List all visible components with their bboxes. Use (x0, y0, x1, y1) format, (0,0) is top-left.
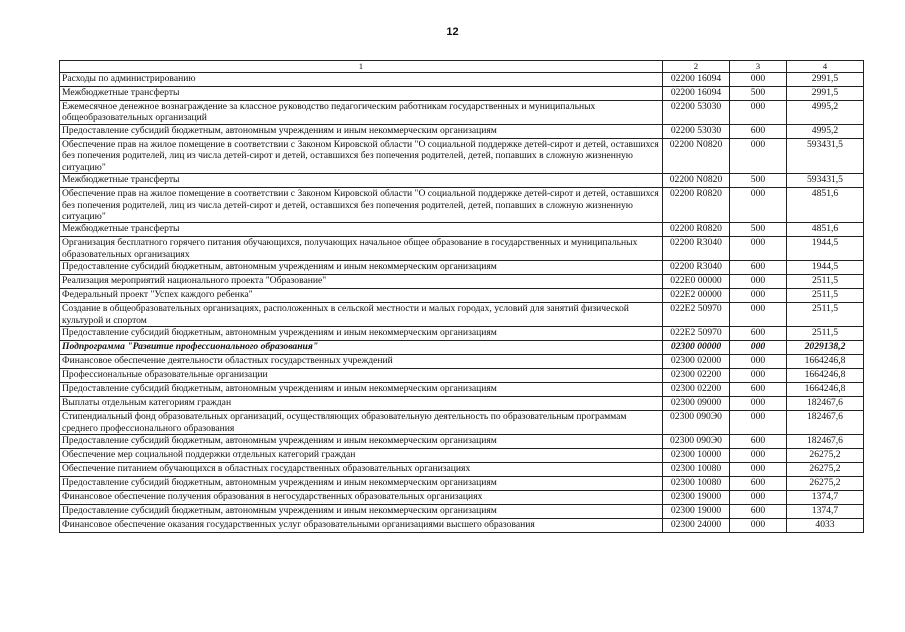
row-expense-type: 500 (730, 174, 787, 188)
table-header-row (60, 61, 864, 73)
row-expense-type: 600 (730, 383, 787, 397)
row-amount: 1664246,8 (787, 383, 864, 397)
row-code: 02300 10080 (663, 477, 730, 491)
table-row (60, 435, 864, 449)
row-code: 02300 09000 (663, 397, 730, 411)
row-amount: 593431,5 (787, 174, 864, 188)
row-code: 022E2 00000 (663, 289, 730, 303)
row-name: Предоставление субсидий бюджетным, автономным учреждениям и иным некоммерческим организациям (60, 383, 663, 397)
row-expense-type: 000 (730, 369, 787, 383)
row-amount: 1374,7 (787, 491, 864, 505)
row-expense-type: 500 (730, 223, 787, 237)
column-header-amount: 4 (787, 61, 864, 73)
row-name: Ежемесячное денежное вознаграждение за классное руководство педагогическим работникам государственных и муниципальных общеобразовательных организаций (60, 101, 663, 125)
row-amount: 1374,7 (787, 505, 864, 519)
row-expense-type: 000 (730, 188, 787, 223)
row-expense-type: 000 (730, 303, 787, 327)
row-amount: 2991,5 (787, 73, 864, 87)
row-amount: 26275,2 (787, 449, 864, 463)
table-row (60, 505, 864, 519)
row-amount: 1944,5 (787, 261, 864, 275)
table-row (60, 477, 864, 491)
row-code: 02200 16094 (663, 73, 730, 87)
row-amount: 2029138,2 (787, 341, 864, 355)
table-row (60, 449, 864, 463)
row-name: Федеральный проект "Успех каждого ребенка" (60, 289, 663, 303)
table-row (60, 519, 864, 533)
row-amount: 1664246,8 (787, 369, 864, 383)
row-name: Обеспечение прав на жилое помещение в соответствии с Законом Кировской области "О социальной поддержке детей-сирот и детей, оставшихся без попечения родителей, лиц из числа детей-сирот и детей, оставшихся без попечения родителей, детей, попавших в сложную жизненную ситуацию" (60, 139, 663, 174)
row-code: 022E0 00000 (663, 275, 730, 289)
row-name: Предоставление субсидий бюджетным, автономным учреждениям и иным некоммерческим организациям (60, 435, 663, 449)
row-code: 02300 090Э0 (663, 435, 730, 449)
table-row (60, 73, 864, 87)
table-row (60, 174, 864, 188)
budget-table (59, 60, 864, 533)
row-name: Финансовое обеспечение деятельности областных государственных учреждений (60, 355, 663, 369)
table-row (60, 411, 864, 435)
page-number: 12 (446, 26, 459, 38)
row-name: Финансовое обеспечение оказания государственных услуг образовательными организациями высшего образования (60, 519, 663, 533)
row-code: 02300 10080 (663, 463, 730, 477)
row-code: 02300 02000 (663, 355, 730, 369)
row-amount: 4033 (787, 519, 864, 533)
row-expense-type: 000 (730, 449, 787, 463)
row-code: 022E2 50970 (663, 303, 730, 327)
row-code: 02200 R0820 (663, 223, 730, 237)
row-expense-type: 000 (730, 411, 787, 435)
row-expense-type: 600 (730, 435, 787, 449)
row-name: Расходы по администрированию (60, 73, 663, 87)
row-code: 02200 N0820 (663, 174, 730, 188)
row-expense-type: 600 (730, 505, 787, 519)
row-expense-type: 600 (730, 261, 787, 275)
row-code: 02200 R0820 (663, 188, 730, 223)
row-amount: 2511,5 (787, 289, 864, 303)
row-name: Создание в общеобразовательных организациях, расположенных в сельской местности и малых городах, условий для занятий физической культурой и спортом (60, 303, 663, 327)
row-amount: 4851,6 (787, 188, 864, 223)
row-expense-type: 000 (730, 519, 787, 533)
row-expense-type: 000 (730, 139, 787, 174)
row-code: 02200 16094 (663, 87, 730, 101)
row-name: Подпрограмма "Развитие профессионального образования" (60, 341, 663, 355)
row-code: 02300 24000 (663, 519, 730, 533)
row-amount: 4851,6 (787, 223, 864, 237)
table-row (60, 491, 864, 505)
table-row (60, 261, 864, 275)
column-header-expense-type: 3 (730, 61, 787, 73)
row-amount: 2511,5 (787, 303, 864, 327)
column-header-code: 2 (663, 61, 730, 73)
row-expense-type: 000 (730, 101, 787, 125)
row-amount: 1944,5 (787, 237, 864, 261)
row-name: Стипендиальный фонд образовательных организаций, осуществляющих образовательную деятельность по образовательным программам среднего профессионального образования (60, 411, 663, 435)
row-code: 02300 00000 (663, 341, 730, 355)
row-expense-type: 600 (730, 477, 787, 491)
row-expense-type: 000 (730, 491, 787, 505)
row-code: 02300 19000 (663, 491, 730, 505)
table-row (60, 327, 864, 341)
row-expense-type: 500 (730, 87, 787, 101)
row-expense-type: 000 (730, 73, 787, 87)
table-row (60, 237, 864, 261)
table-row (60, 303, 864, 327)
row-name: Межбюджетные трансферты (60, 223, 663, 237)
row-amount: 593431,5 (787, 139, 864, 174)
row-code: 02300 10000 (663, 449, 730, 463)
row-amount: 26275,2 (787, 463, 864, 477)
row-amount: 182467,6 (787, 435, 864, 449)
row-code: 02300 02200 (663, 383, 730, 397)
row-name: Предоставление субсидий бюджетным, автономным учреждениям и иным некоммерческим организациям (60, 125, 663, 139)
row-amount: 182467,6 (787, 397, 864, 411)
row-expense-type: 000 (730, 237, 787, 261)
table-row (60, 125, 864, 139)
row-code: 02200 R3040 (663, 261, 730, 275)
table-row (60, 188, 864, 223)
row-code: 02200 53030 (663, 101, 730, 125)
row-name: Выплаты отдельным категориям граждан (60, 397, 663, 411)
row-code: 022E2 50970 (663, 327, 730, 341)
row-expense-type: 000 (730, 355, 787, 369)
row-amount: 2511,5 (787, 327, 864, 341)
row-name: Обеспечение питанием обучающихся в областных государственных образовательных организациях (60, 463, 663, 477)
row-amount: 182467,6 (787, 411, 864, 435)
table-row (60, 87, 864, 101)
table-row (60, 355, 864, 369)
row-amount: 2511,5 (787, 275, 864, 289)
row-name: Обеспечение прав на жилое помещение в соответствии с Законом Кировской области "О социальной поддержке детей-сирот и детей, оставшихся без попечения родителей, лиц из числа детей-сирот и детей, оставшихся без попечения родителей, детей, попавших в сложную жизненную ситуацию" (60, 188, 663, 223)
column-header-name: 1 (60, 61, 663, 73)
row-expense-type: 000 (730, 341, 787, 355)
row-expense-type: 600 (730, 327, 787, 341)
row-name: Предоставление субсидий бюджетным, автономным учреждениям и иным некоммерческим организациям (60, 505, 663, 519)
row-name: Предоставление субсидий бюджетным, автономным учреждениям и иным некоммерческим организациям (60, 477, 663, 491)
row-expense-type: 000 (730, 289, 787, 303)
table-row (60, 463, 864, 477)
table-row (60, 289, 864, 303)
table-row (60, 101, 864, 125)
row-code: 02200 R3040 (663, 237, 730, 261)
table-row (60, 223, 864, 237)
row-expense-type: 000 (730, 275, 787, 289)
table-row (60, 383, 864, 397)
row-amount: 1664246,8 (787, 355, 864, 369)
row-amount: 2991,5 (787, 87, 864, 101)
row-code: 02300 02200 (663, 369, 730, 383)
row-name: Реализация мероприятий национального проекта "Образование" (60, 275, 663, 289)
row-code: 02300 090Э0 (663, 411, 730, 435)
table-row (60, 275, 864, 289)
row-amount: 4995,2 (787, 101, 864, 125)
row-code: 02200 53030 (663, 125, 730, 139)
row-expense-type: 000 (730, 397, 787, 411)
row-name: Межбюджетные трансферты (60, 174, 663, 188)
row-name: Обеспечение мер социальной поддержки отдельных категорий граждан (60, 449, 663, 463)
row-amount: 26275,2 (787, 477, 864, 491)
row-code: 02300 19000 (663, 505, 730, 519)
row-expense-type: 600 (730, 125, 787, 139)
table-row (60, 397, 864, 411)
row-name: Межбюджетные трансферты (60, 87, 663, 101)
table-row-subprogram (60, 341, 864, 355)
row-name: Профессиональные образовательные организации (60, 369, 663, 383)
row-amount: 4995,2 (787, 125, 864, 139)
table-row (60, 369, 864, 383)
row-name: Предоставление субсидий бюджетным, автономным учреждениям и иным некоммерческим организациям (60, 327, 663, 341)
row-name: Организация бесплатного горячего питания обучающихся, получающих начальное общее образование в государственных и муниципальных образовательных организациях (60, 237, 663, 261)
row-expense-type: 000 (730, 463, 787, 477)
table-row (60, 139, 864, 174)
row-name: Предоставление субсидий бюджетным, автономным учреждениям и иным некоммерческим организациям (60, 261, 663, 275)
row-name: Финансовое обеспечение получения образования в негосударственных образовательных организациях (60, 491, 663, 505)
row-code: 02200 N0820 (663, 139, 730, 174)
